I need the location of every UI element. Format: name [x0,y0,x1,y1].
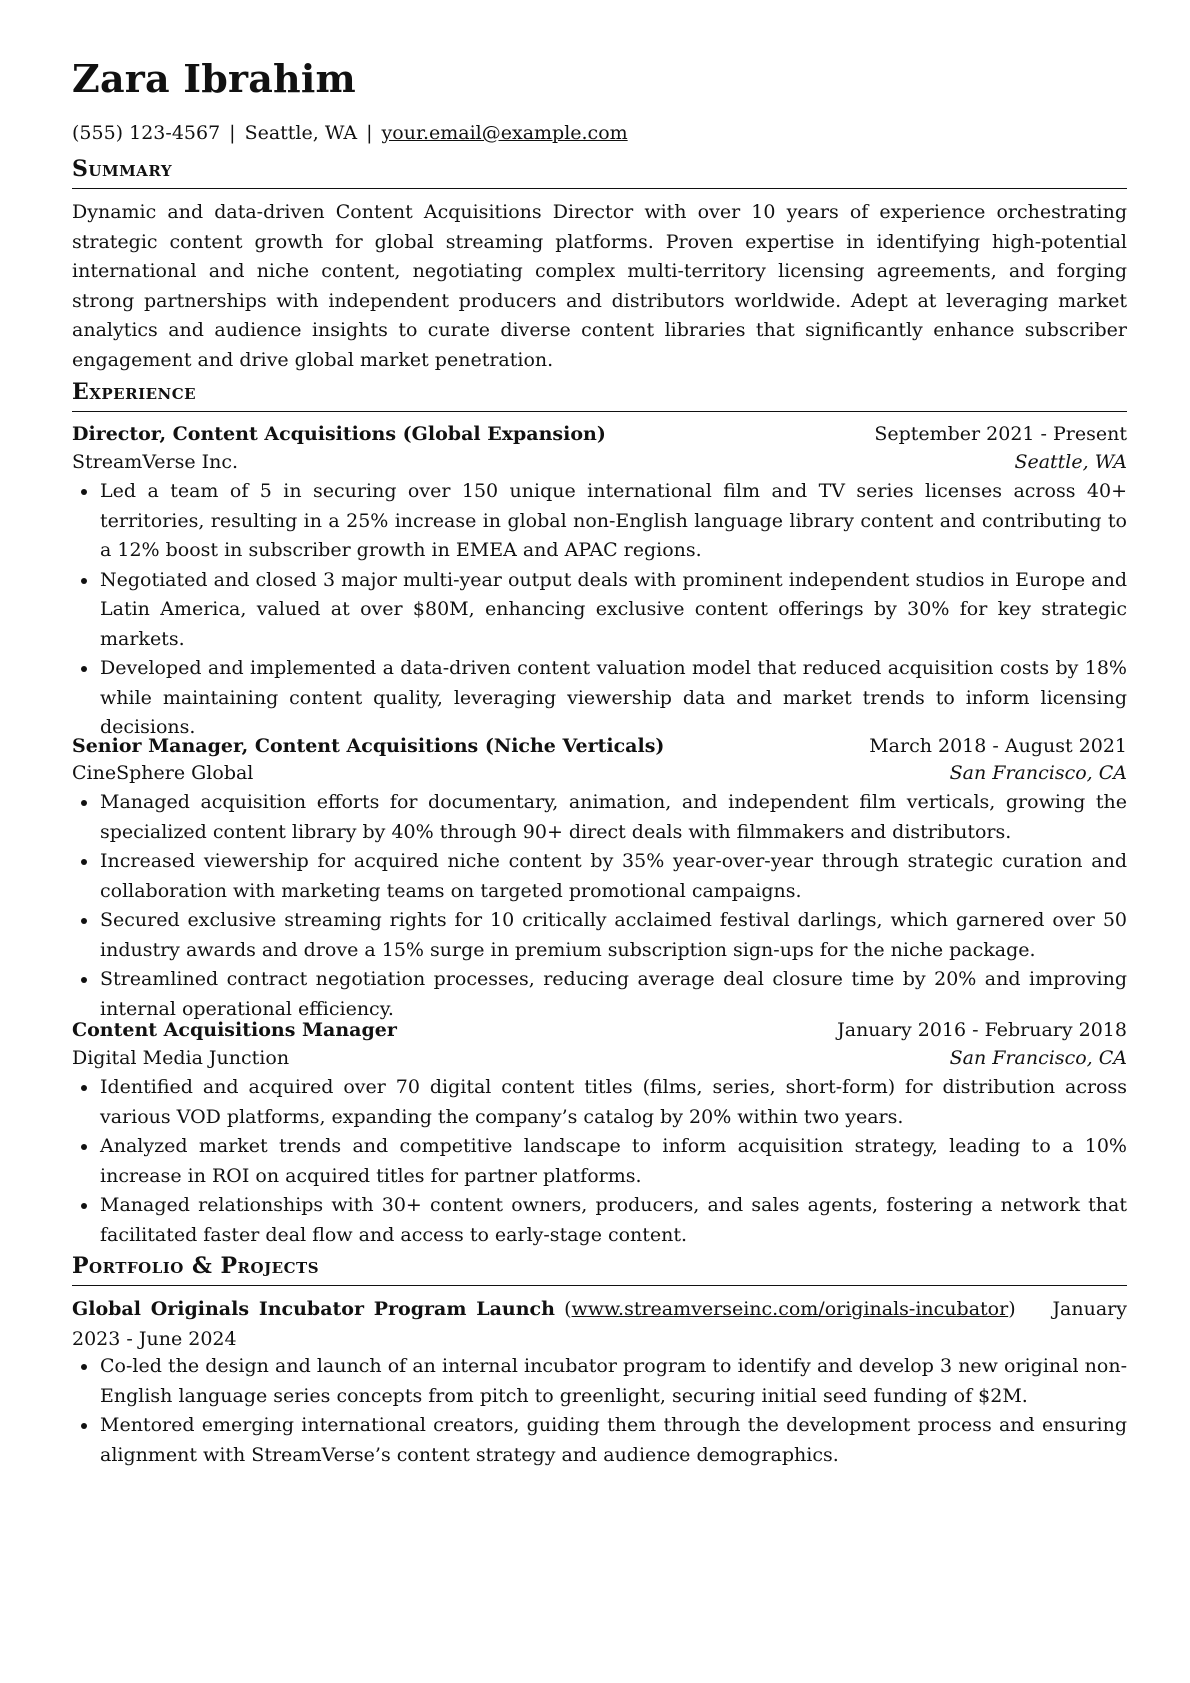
bullet-item [72,477,1127,566]
bullet-text: Negotiated and closed 3 major multi-year output deals with prominent independent studios in Europe and Latin America, valued at over $80M, enhancing exclusive content offerings by 30% for key strategic markets. [100,568,1127,650]
project-title: Global Originals Incubator Program Launch [72,1298,555,1320]
job-dates: September 2021 - Present [874,423,1127,445]
section-divider [72,188,1127,189]
job-bullets [72,1073,1127,1250]
separator: | [366,122,373,144]
email-link[interactable]: your.email@example.com [381,122,628,144]
bullet-item [72,1411,1127,1470]
bullet-item [72,1132,1127,1191]
bullet-item [72,654,1127,743]
experience-heading: Experience [72,379,197,405]
job-title: Director, Content Acquisitions (Global Expansion) [72,423,606,445]
bullet-icon [81,1364,87,1370]
job-location: Seattle, WA [1014,451,1127,473]
project-bullets [72,1352,1127,1470]
bullet-text: Analyzed market trends and competitive landscape to inform acquisition strategy, leading to a 10% increase in ROI on acquired titles for partner platforms. [100,1135,1127,1187]
company-name: StreamVerse Inc. [72,451,239,473]
project-dates: January 2023 - June 2024 [72,1298,1127,1350]
summary-heading: Summary [72,156,173,182]
job-location: San Francisco, CA [949,762,1127,784]
bullet-icon [81,666,87,672]
company-name: Digital Media Junction [72,1047,290,1069]
separator: | [229,122,236,144]
bullet-item [72,788,1127,847]
bullet-icon [81,800,87,806]
job-bullets [72,477,1127,743]
projects-heading: Portfolio & Projects [72,1253,320,1279]
location: Seattle, WA [244,122,358,144]
section-divider [72,411,1127,412]
project-header: Global Originals Incubator Program Launch (www.streamverseinc.com/originals-incubator) January 2023 - June 2024 [72,1298,1127,1350]
bullet-item [72,965,1127,1024]
job-location: San Francisco, CA [949,1047,1127,1069]
bullet-text: Co-led the design and launch of an internal incubator program to identify and develop 3 new original non-English language series concepts from pitch to greenlight, securing initial seed funding of $2M. [100,1355,1127,1407]
bullet-icon [81,1144,87,1150]
bullet-icon [81,918,87,924]
contact-line [72,122,628,145]
bullet-icon [81,578,87,584]
bullet-text: Increased viewership for acquired niche content by 35% year-over-year through strategic curation and collaboration with marketing teams on targeted promotional campaigns. [100,850,1127,902]
job-bullets [72,788,1127,1024]
job-header [72,423,1127,453]
job-title: Senior Manager, Content Acquisitions (Niche Verticals) [72,735,665,757]
bullet-item [72,847,1127,906]
candidate-name: Zara Ibrahim [72,56,356,101]
bullet-icon [81,1203,87,1209]
bullet-icon [81,489,87,495]
summary-text: Dynamic and data-driven Content Acquisitions Director with over 10 years of experience orchestrating strategic content growth for global streaming platforms. Proven expertise in identifying high-potential international and niche content, negotiating complex multi-territory licensing agreements, and forging strong partnerships with independent producers and distributors worldwide. Adept at leveraging market analytics and audience insights to curate diverse content libraries that significantly enhance subscriber engagement and drive global market penetration. [72,201,1127,371]
bullet-item [72,906,1127,965]
job-header [72,735,1127,765]
bullet-text: Developed and implemented a data-driven content valuation model that reduced acquisition costs by 18% while maintaining content quality, leveraging viewership data and market trends to inform licensing decisions. [100,657,1127,738]
bullet-text: Managed relationships with 30+ content owners, producers, and sales agents, fostering a network that facilitated faster deal flow and access to early-stage content. [100,1194,1127,1246]
bullet-item [72,1073,1127,1132]
company-name: CineSphere Global [72,762,254,784]
project-link[interactable]: www.streamverseinc.com/originals-incubator [571,1298,1009,1320]
bullet-text: Streamlined contract negotiation processes, reducing average deal closure time by 20% and improving internal operational efficiency. [100,968,1127,1020]
section-divider [72,1285,1127,1286]
bullet-item [72,566,1127,655]
bullet-icon [81,859,87,865]
phone-number: (555) 123-4567 [72,122,221,144]
bullet-icon [81,1423,87,1429]
job-title: Content Acquisitions Manager [72,1019,397,1041]
bullet-icon [81,1085,87,1091]
job-header [72,1019,1127,1049]
bullet-item [72,1352,1127,1411]
job-dates: March 2018 - August 2021 [869,735,1127,757]
bullet-text: Identified and acquired over 70 digital content titles (films, series, short-form) for distribution across various VOD platforms, expanding the company’s catalog by 20% within two years. [100,1076,1127,1128]
bullet-text: Led a team of 5 in securing over 150 unique international film and TV series licenses across 40+ territories, resulting in a 25% increase in global non-English language library content and contributing to a 12% boost in subscriber growth in EMEA and APAC regions. [100,480,1127,561]
bullet-icon [81,977,87,983]
bullet-text: Mentored emerging international creators, guiding them through the development process and ensuring alignment with StreamVerse’s content strategy and audience demographics. [100,1414,1127,1466]
job-dates: January 2016 - February 2018 [837,1019,1127,1041]
bullet-text: Secured exclusive streaming rights for 10 critically acclaimed festival darlings, which garnered over 50 industry awards and drove a 15% surge in premium subscription sign-ups for the niche package. [100,909,1127,961]
bullet-text: Managed acquisition efforts for documentary, animation, and independent film verticals, growing the specialized content library by 40% through 90+ direct deals with filmmakers and distributors. [100,791,1127,843]
bullet-item [72,1191,1127,1250]
